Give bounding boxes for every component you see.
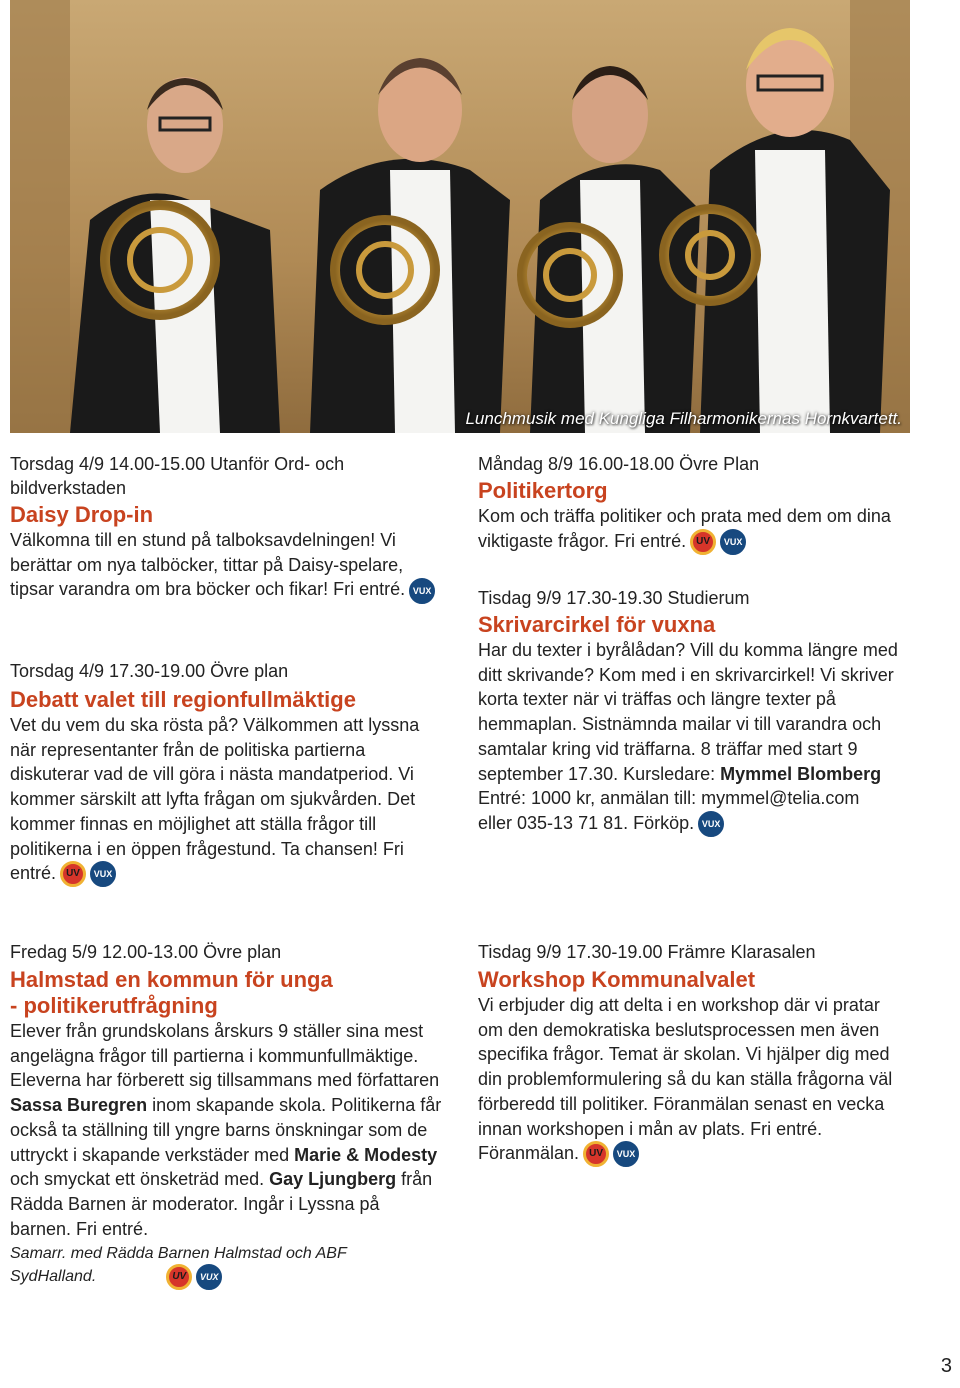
- event-body: [478, 504, 918, 555]
- photo-caption: Lunchmusik med Kungliga Filharmonikernas Hornkvartett.: [465, 409, 902, 428]
- event-body-text: inom skapande skola. Politikerna får också ta ställning till yngre barns önskningar som de uttryckt i skapande verkstäder med: [10, 1095, 442, 1165]
- event-when: Torsdag 4/9 14.00-15.00 Utanför Ord- och bildverkstaden: [10, 454, 345, 498]
- event-workshop: [478, 940, 908, 1167]
- event-body: [478, 993, 908, 1167]
- event-halmstad: [10, 940, 442, 1290]
- event-body-text: Har du texter i byrålådan? Vill du komma längre med ditt skrivande? Kom med i en skrivarcirkel! Vi skriver korta texter när vi träffas och längre texter på hemmaplan. Sistnämnda mailar vi till varandra och samtalar kring vid träffarna. 8 träffar med start 9 september 17.30. Kursledare:: [478, 640, 898, 784]
- vux-badge-icon: VUX: [196, 1264, 222, 1290]
- event-title: Workshop Kommunalvalet: [478, 967, 756, 992]
- uv-badge-icon: UV: [583, 1141, 609, 1167]
- event-title-line1: Halmstad en kommun för unga: [10, 967, 333, 992]
- event-when: Tisdag 9/9 17.30-19.30 Studierum: [478, 588, 750, 608]
- event-skrivarcirkel: [478, 586, 898, 837]
- hero-photo: [10, 0, 910, 433]
- event-body-text: Entré: 1000 kr, anmälan till: mymmel@telia.com eller 035-13 71 81. Förköp.: [478, 788, 860, 833]
- event-when: Torsdag 4/9 17.30-19.00 Övre plan: [10, 661, 289, 681]
- event-body: [478, 638, 898, 837]
- event-when: Tisdag 9/9 17.30-19.00 Främre Klarasalen: [478, 942, 816, 962]
- event-body-text: och smyckat ett önsketräd med.: [10, 1169, 270, 1190]
- event-politikertorg: [478, 452, 918, 555]
- event-title: Politikertorg: [478, 478, 608, 503]
- vux-badge-icon: VUX: [698, 811, 724, 837]
- event-body: [10, 528, 440, 604]
- moderator-name: Gay Ljungberg: [269, 1169, 397, 1190]
- credit-text: Samarr. med Rädda Barnen Halmstad och ABF SydHalland.: [10, 1245, 347, 1286]
- event-body-text: Vet du vem du ska rösta på? Välkommen att lyssna när representanter från de politiska partierna diskuterar vad de vill göra i nästa mandatperiod. Vi kommer särskilt att lyfta frågan om sjukvården. Det kommer finnas en möjlighet att ställa frågor till politikerna i en öppen frågestund. Ta chansen! Fri entré.: [10, 715, 420, 884]
- event-title: Skrivarcirkel för vuxna: [478, 612, 716, 637]
- event-credit: [10, 1243, 430, 1290]
- event-body-text: Kom och träffa politiker och prata med dem om dina viktigaste frågor. Fri entré.: [478, 506, 891, 551]
- vux-badge-icon: VUX: [613, 1141, 639, 1167]
- event-body-text: från Rädda Barnen är moderator. Ingår i Lyssna på barnen. Fri entré.: [10, 1169, 433, 1239]
- uv-badge-icon: UV: [166, 1264, 192, 1290]
- uv-badge-icon: UV: [60, 861, 86, 887]
- hornkvartett-photo: [10, 0, 910, 433]
- event-title: Daisy Drop-in: [10, 502, 154, 527]
- event-daisy: [10, 452, 440, 604]
- artist-name: Marie & Modesty: [294, 1144, 438, 1165]
- event-body-text: Välkomna till en stund på talboksavdelningen! Vi berättar om nya talböcker, tittar på Daisy-spelare, tipsar varandra om bra böcker och fikar! Fri entré.: [10, 530, 406, 600]
- event-debatt: [10, 659, 440, 887]
- event-body: [10, 1019, 442, 1241]
- uv-badge-icon: UV: [690, 529, 716, 555]
- vux-badge-icon: VUX: [409, 578, 435, 604]
- author-name: Sassa Buregren: [10, 1095, 148, 1116]
- page-number: 3: [940, 1355, 952, 1377]
- event-when: Måndag 8/9 16.00-18.00 Övre Plan: [478, 454, 760, 474]
- event-body-text: Vi erbjuder dig att delta i en workshop där vi pratar om den demokratiska beslutsprocessen men även specifika frågor. Temat är skolan. Vi hjälper dig med din problemformulering så du kan ställa frågorna väl förberedd till politiker. Föranmälan senast en vecka innan workshopen i mån av plats. Fri entré. Föranmälan.: [478, 995, 893, 1164]
- event-body-text: Elever från grundskolans årskurs 9 ställer sina mest angelägna frågor till partierna i kommunfullmäktige. Eleverna har förberett sig tillsammans med författaren: [10, 1021, 440, 1091]
- event-body: [10, 713, 440, 887]
- course-leader-name: Mymmel Blomberg: [720, 763, 882, 784]
- event-title-line2: - politikerutfrågning: [10, 993, 218, 1018]
- event-when: Fredag 5/9 12.00-13.00 Övre plan: [10, 942, 282, 962]
- vux-badge-icon: VUX: [720, 529, 746, 555]
- event-title: Debatt valet till regionfullmäktige: [10, 687, 356, 712]
- vux-badge-icon: VUX: [90, 861, 116, 887]
